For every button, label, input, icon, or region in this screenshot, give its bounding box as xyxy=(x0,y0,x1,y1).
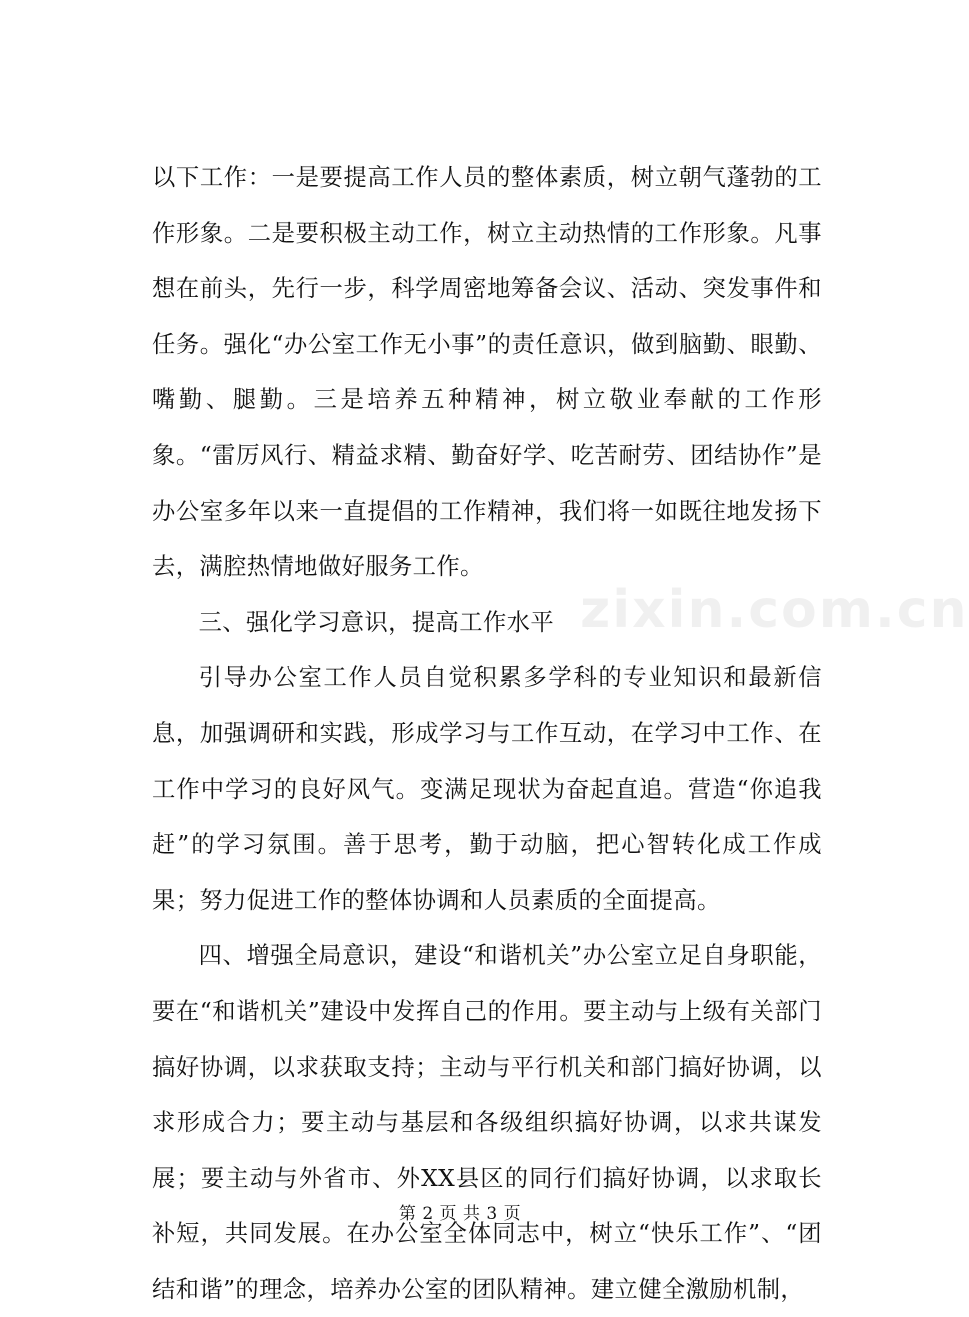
paragraph-overall-awareness: 四、增强全局意识，建设“和谐机关”办公室立足自身职能，要在“和谐机关”建设中发挥自己的作用。要主动与上级有关部门搞好协调，以求获取支持；主动与平行机关和部门搞好协调，以求形成合力；要主动与基层和各级组织搞好协调，以求共谋发展；要主动与外省市、外XX县区的同行们搞好协调，以求取长补短，共同发展。在办公室全体同志中，树立“快乐工作”、“团结和谐”的理念，培养办公室的团队精神。建立健全激励机制， xyxy=(152,942,822,1303)
page-number-footer: 第 2 页 共 3 页 xyxy=(398,1204,522,1224)
watermark-logo: zixin.com.cn xyxy=(580,580,969,640)
paragraph-work-image: 以下工作：一是要提高工作人员的整体素质，树立朝气蓬勃的工作形象。二是要积极主动工作，树立主动热情的工作形象。凡事想在前头，先行一步，科学周密地筹备会议、活动、突发事件和任务。强化“办公室工作无小事”的责任意识，做到脑勤、眼勤、嘴勤、腿勤。三是培养五种精神，树立敬业奉献的工作形象。“雷厉风行、精益求精、勤奋好学、吃苦耐劳、团结协作”是办公室多年以来一直提倡的工作精神，我们将一如既往地发扬下去，满腔热情地做好服务工作。 xyxy=(152,164,822,581)
paragraph-learning: 引导办公室工作人员自觉积累多学科的专业知识和最新信息，加强调研和实践，形成学习与工作互动，在学习中工作、在工作中学习的良好风气。变满足现状为奋起直追。营造“你追我赶”的学习氛围。善于思考，勤于动脑，把心智转化成工作成果；努力促进工作的整体协调和人员素质的全面提高。 xyxy=(152,664,822,914)
heading-learning-awareness: 三、强化学习意识，提高工作水平 xyxy=(198,608,555,636)
document-body xyxy=(152,150,822,1317)
